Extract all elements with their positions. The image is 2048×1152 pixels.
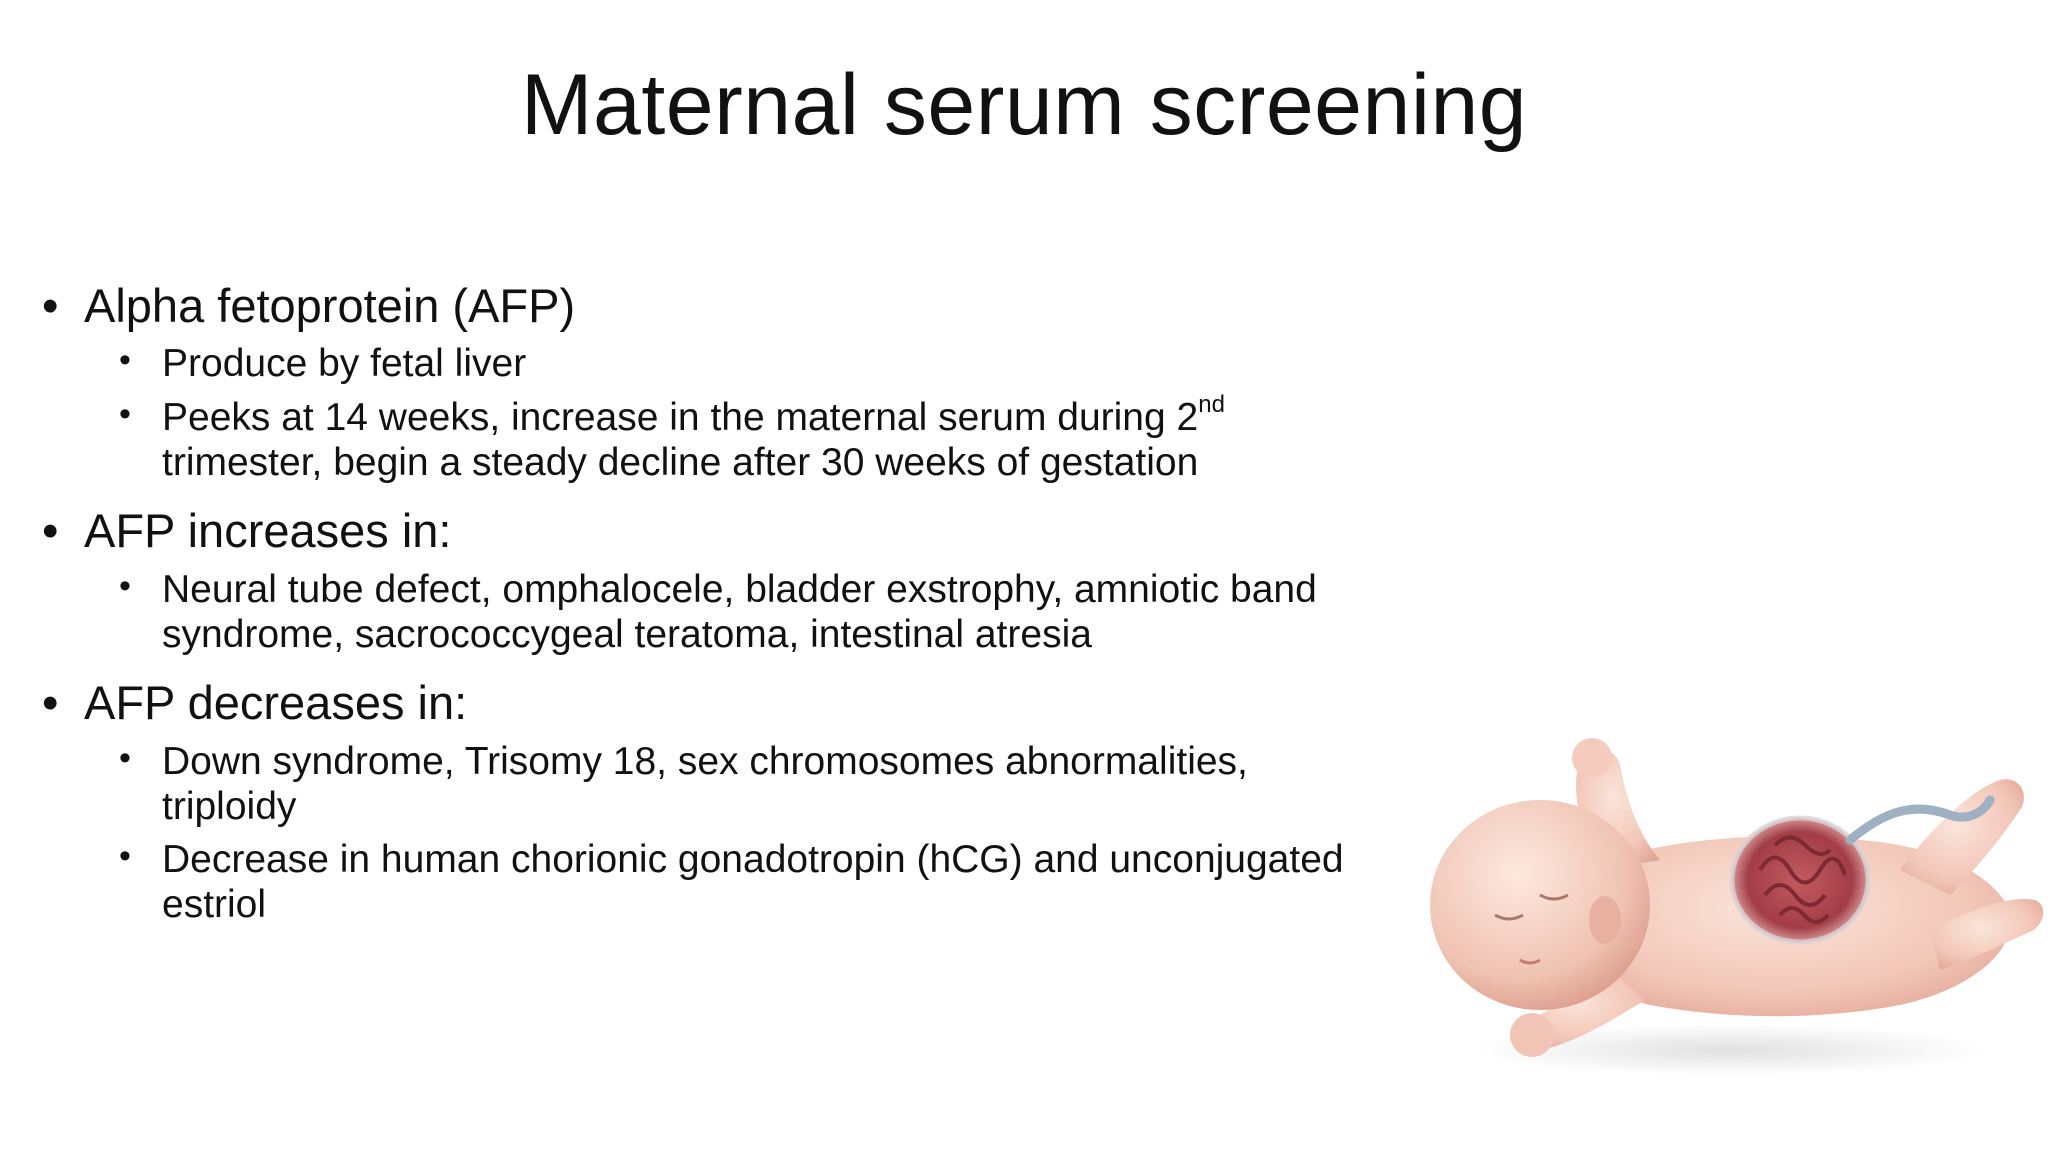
ear-shape	[1589, 896, 1621, 944]
subitem-text: Down syndrome, Trisomy 18, sex chromosomes abnormalities, triploidy	[162, 739, 1248, 828]
bullet-list	[42, 278, 1382, 927]
bullet-icon: •	[42, 676, 59, 730]
leg-shape	[1900, 779, 2024, 895]
sublist-afp	[42, 341, 1382, 485]
bullet-afp-increases	[42, 503, 1382, 558]
subitem-text-part2: trimester, begin a steady decline after 30 weeks of gestation	[162, 440, 1199, 484]
bullet-afp	[42, 278, 1382, 333]
sublist-afp-decreases	[42, 739, 1382, 928]
bullet-icon: •	[42, 504, 59, 558]
infant-omphalocele-illustration-icon	[1430, 720, 2048, 1080]
sub-bullet-icon: •	[119, 738, 131, 777]
bullet-text: AFP decreases in:	[84, 676, 468, 730]
bullet-afp-decreases	[42, 675, 1382, 730]
subitem-decrease-causes	[42, 739, 1382, 829]
sub-bullet-icon: •	[119, 394, 131, 433]
subitem-increase-causes	[42, 567, 1382, 657]
subitem-text: Neural tube defect, omphalocele, bladder exstrophy, amniotic band syndrome, sacrococcygeal teratoma, intestinal atresia	[162, 567, 1317, 656]
sublist-afp-increases	[42, 567, 1382, 657]
subitem-text-part1: Peeks at 14 weeks, increase in the maternal serum during 2	[162, 395, 1199, 439]
subitem-hcg-estriol	[42, 837, 1382, 927]
sub-bullet-icon: •	[119, 837, 131, 875]
subitem-produced-by	[42, 341, 1382, 386]
sub-bullet-icon: •	[119, 566, 131, 605]
hand-shape	[1510, 1013, 1554, 1057]
bullet-icon: •	[42, 279, 59, 332]
hand-shape	[1572, 738, 1612, 778]
sub-bullet-icon: •	[119, 341, 131, 380]
ordinal-suffix: nd	[1198, 390, 1225, 418]
subitem-text: Decrease in human chorionic gonadotropin (hCG) and unconjugated estriol	[162, 838, 1344, 927]
subitem-text: Produce by fetal liver	[162, 342, 527, 386]
bullet-text: Alpha fetoprotein (AFP)	[84, 279, 576, 332]
slide-title: Maternal serum screening	[520, 57, 1528, 153]
subitem-peaks	[42, 390, 1382, 485]
bullet-text: AFP increases in:	[84, 504, 452, 558]
